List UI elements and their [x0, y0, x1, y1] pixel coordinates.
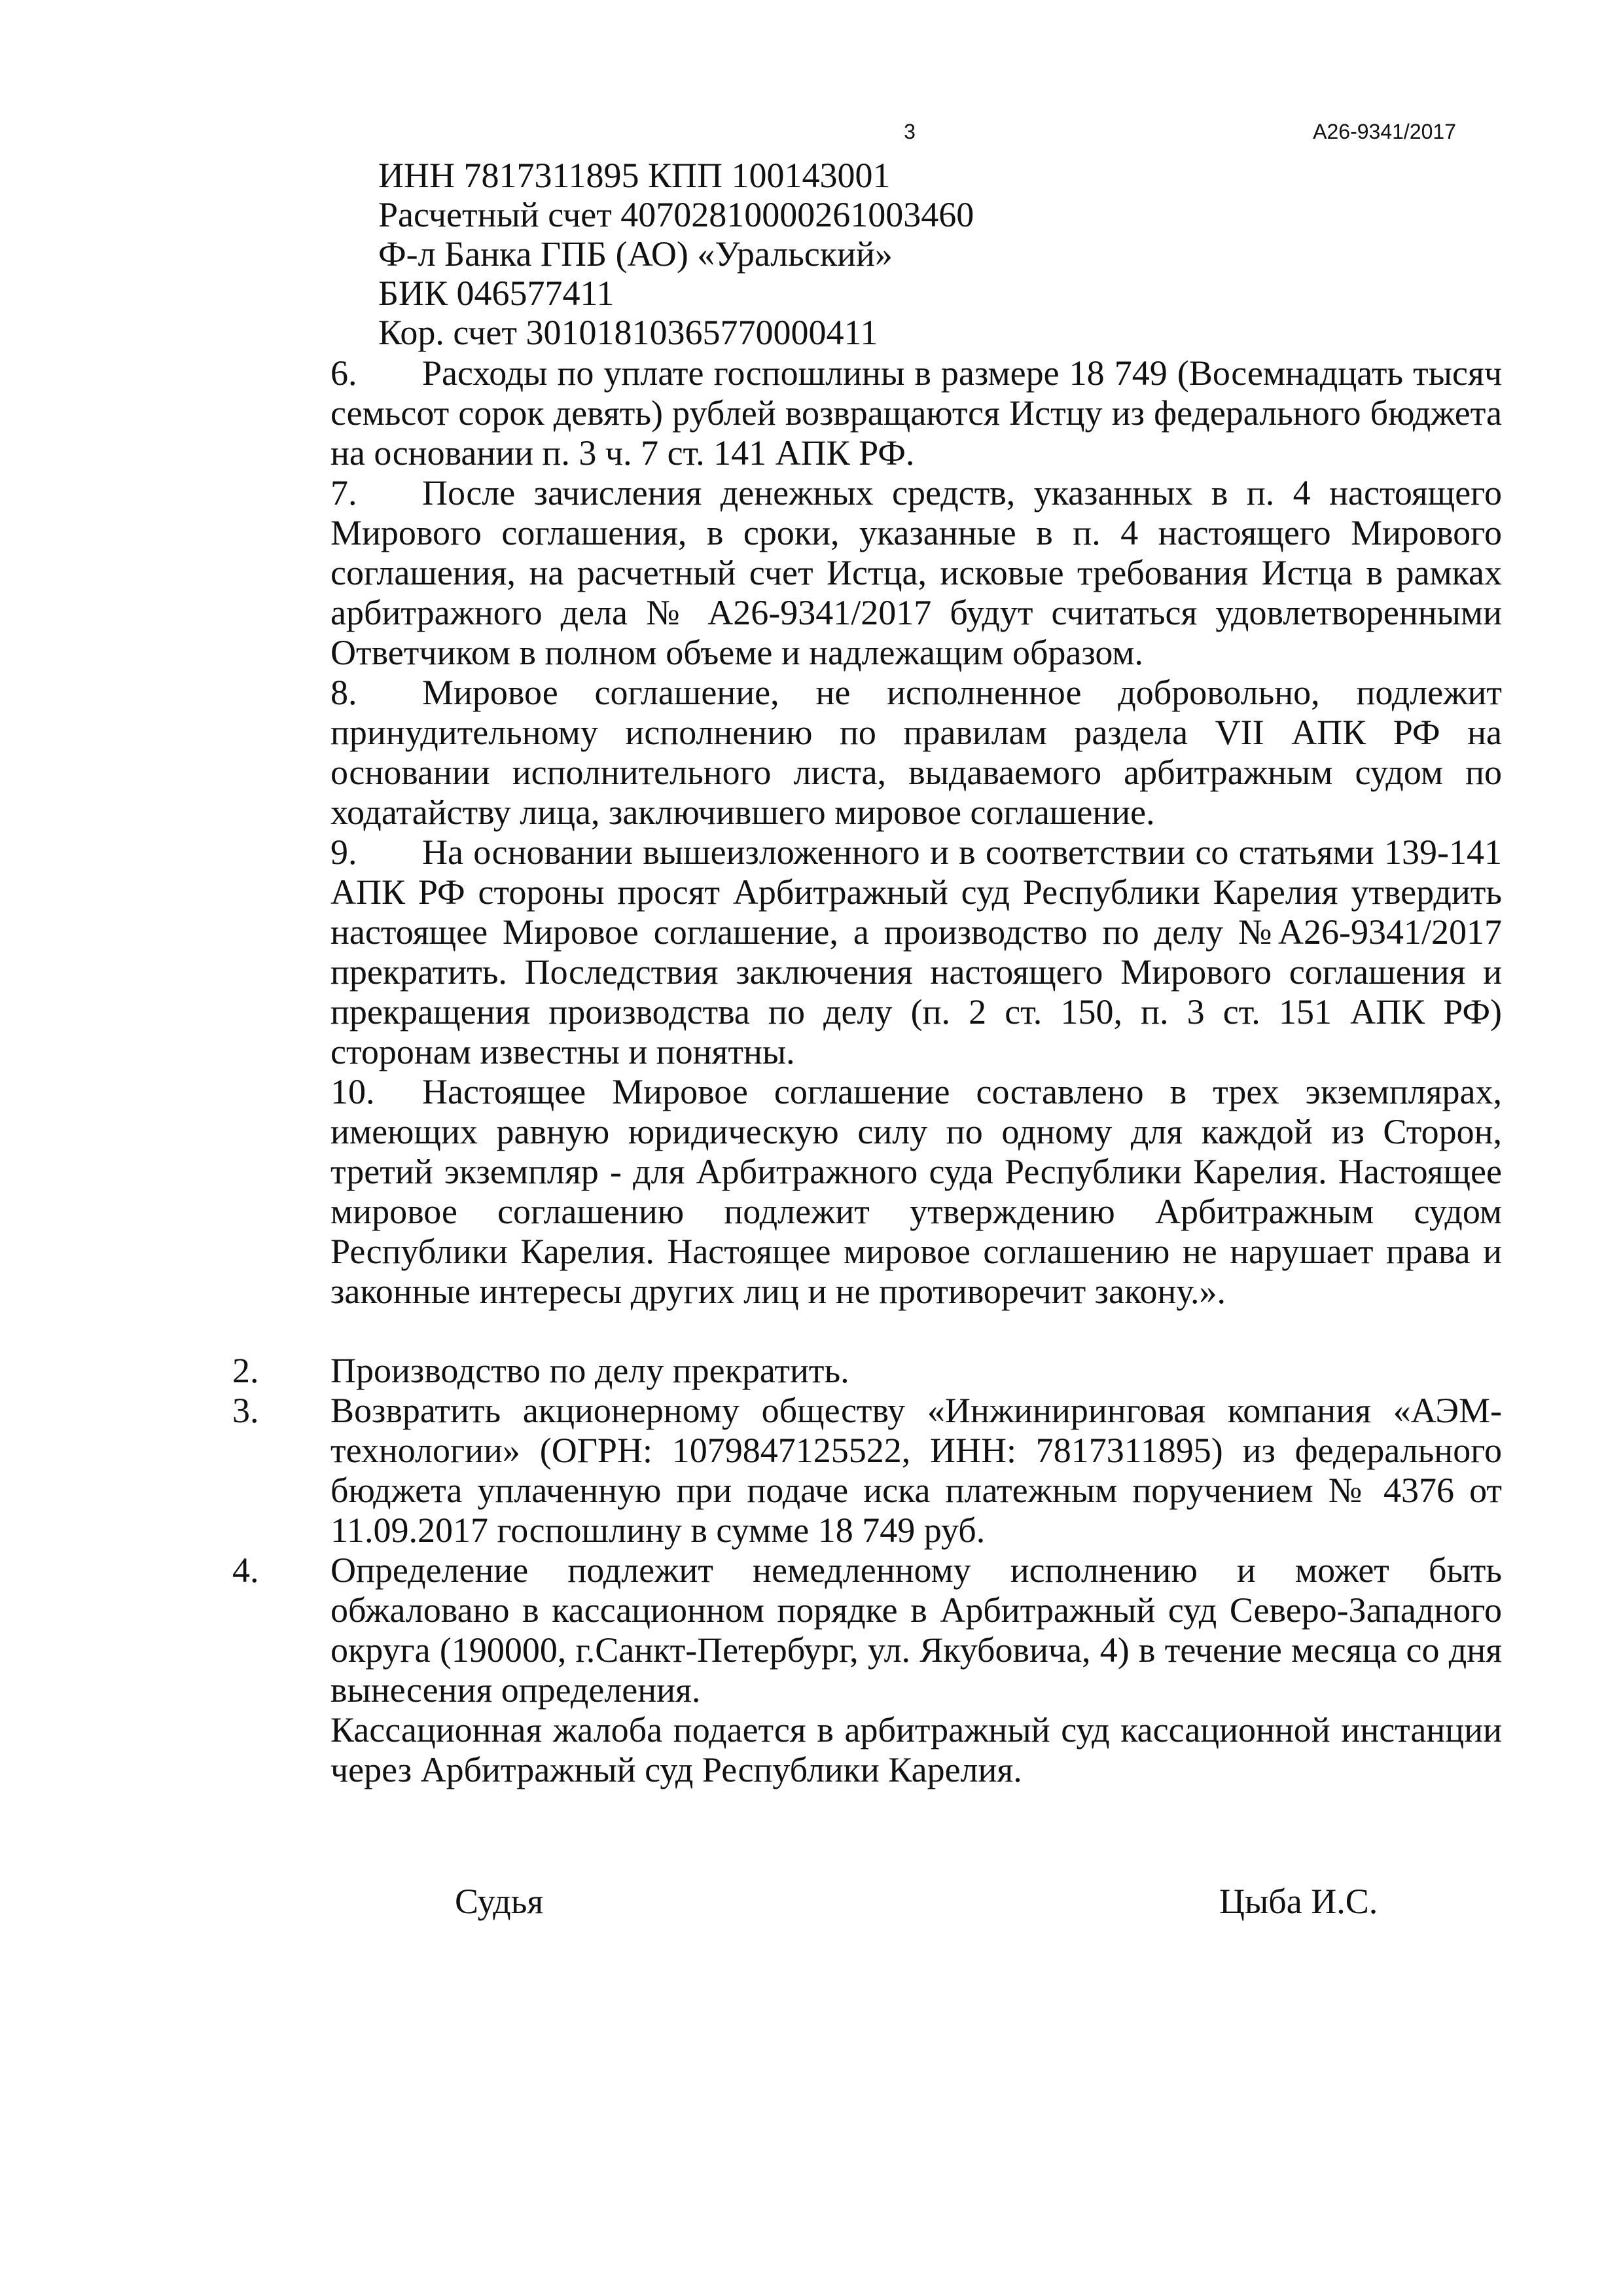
bank-inn-kpp: ИНН 7817311895 КПП 100143001	[378, 156, 891, 195]
clause-number: 9.	[330, 833, 357, 872]
page-number: 3	[904, 120, 916, 143]
clause-number: 8.	[330, 673, 357, 712]
order-text: Определение подлежит немедленному исполнению и может быть обжаловано в кассационном порядке в Арбитражный суд Северо-Западного округа (190000, г.Санкт-Петербург, ул. Якубовича, 4) в течение месяца со дня вынесения определения.	[330, 1551, 1502, 1710]
order-number: 2.	[232, 1351, 259, 1390]
clause-text: Мировое соглашение, не исполненное добровольно, подлежит принудительному исполнению по правилам раздела VII АПК РФ на основании исполнительного листа, выдаваемого арбитражным судом по ходатайству лица, заключившего мировое соглашение.	[330, 673, 1502, 832]
clause-number: 10.	[330, 1072, 375, 1111]
clause-10	[330, 1072, 1502, 1312]
clause-number: 7.	[330, 473, 357, 512]
order-text: Возвратить акционерному обществу «Инжиниринговая компания «АЭМ-технологии» (ОГРН: 1079847125522, ИНН: 7817311895) из федерального бюджета уплаченную при подаче иска платежным поручением № 4376 от 11.09.2017 госпошлину в сумме 18 749 руб.	[330, 1391, 1502, 1550]
bank-branch: Ф-л Банка ГПБ (АО) «Уральский»	[378, 234, 893, 274]
signature-name: Цыба И.С.	[1219, 1882, 1378, 1921]
bank-details	[378, 156, 1491, 352]
order-item-3	[232, 1391, 1502, 1551]
case-number: А26-9341/2017	[1313, 120, 1456, 143]
clause-7	[330, 473, 1502, 673]
signature-title: Судья	[455, 1882, 544, 1921]
clause-text: Настоящее Мировое соглашение составлено в трех экземплярах, имеющих равную юридическую силу по одному для каждой из Сторон, третий экземпляр - для Арбитражного суда Республики Карелия. Настоящее мировое соглашению подлежит утверждению Арбитражным судом Республики Карелия. Настоящее мировое соглашению не нарушает права и законные интересы других лиц и не противоречит закону.».	[330, 1072, 1502, 1311]
bank-bik: БИК 046577411	[378, 274, 615, 313]
clause-text: Расходы по уплате госпошлины в размере 18 749 (Восемнадцать тысяч семьсот сорок девять) рублей возвращаются Истцу из федерального бюджета на основании п. 3 ч. 7 ст. 141 АПК РФ.	[330, 353, 1502, 473]
bank-account: Расчетный счет 40702810000261003460	[378, 195, 974, 234]
cassation-note: Кассационная жалоба подается в арбитражный суд кассационной инстанции через Арбитражный суд Республики Карелия.	[330, 1710, 1502, 1789]
order-number: 3.	[232, 1391, 259, 1430]
document-body	[232, 353, 1502, 1790]
clause-number: 6.	[330, 353, 357, 393]
clause-text: После зачисления денежных средств, указанных в п. 4 настоящего Мирового соглашения, в сроки, указанные в п. 4 настоящего Мирового соглашения, на расчетный счет Истца, исковые требования Истца в рамках арбитражного дела № А26-9341/2017 будут считаться удовлетворенными Ответчиком в полном объеме и надлежащим образом.	[330, 473, 1502, 672]
spacer	[330, 1312, 1502, 1351]
clause-9	[330, 833, 1502, 1072]
order-number: 4.	[232, 1551, 259, 1590]
bank-corr-account: Кор. счет 30101810365770000411	[378, 313, 878, 352]
clause-6	[330, 353, 1502, 473]
clause-8	[330, 673, 1502, 833]
clause-text: На основании вышеизложенного и в соответствии со статьями 139-141 АПК РФ стороны просят Арбитражный суд Республики Карелия утвердить настоящее Мировое соглашение, а производство по делу №А26-9341/2017 прекратить. Последствия заключения настоящего Мирового соглашения и прекращения производства по делу (п. 2 ст. 150, п. 3 ст. 151 АПК РФ) сторонам известны и понятны.	[330, 833, 1502, 1071]
order-text: Производство по делу прекратить.	[330, 1351, 849, 1390]
order-item-4	[232, 1551, 1502, 1710]
order-item-2	[232, 1351, 1502, 1391]
